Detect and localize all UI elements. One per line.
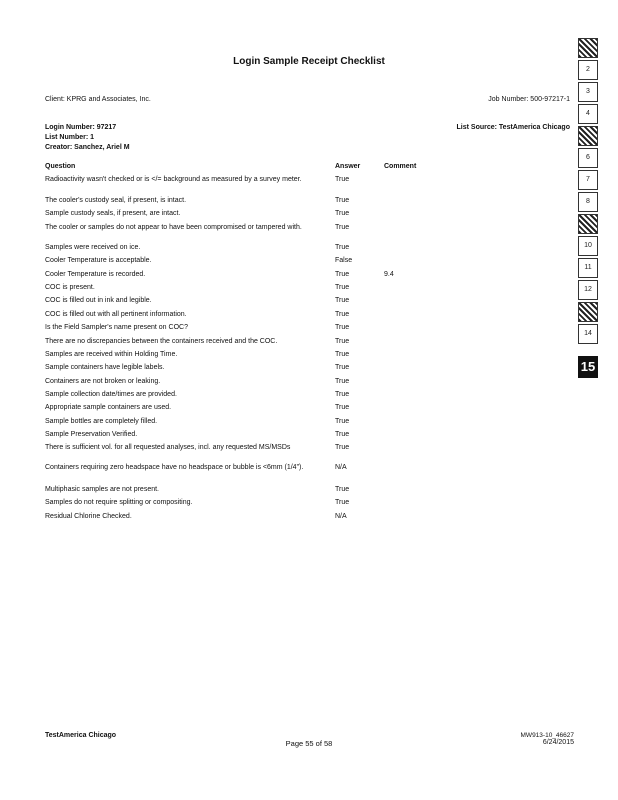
section-tab-5[interactable] [578,126,598,146]
section-tab-6[interactable] [578,148,598,168]
question-cell: Sample custody seals, if present, are intact. [45,210,181,217]
answer-cell: True [335,431,350,438]
section-tab-4[interactable] [578,104,598,124]
question-cell: COC is present. [45,284,95,291]
section-tab-10[interactable] [578,236,598,256]
section-tab-label: 10 [584,242,592,249]
answer-cell: True [335,271,350,278]
footer-company: TestAmerica Chicago [45,732,117,739]
comment-cell: 9.4 [384,271,394,278]
question-cell: Containers are not broken or leaking. [45,378,161,385]
section-tab-13[interactable] [578,302,598,322]
answer-cell: True [335,351,350,358]
section-tab-label: 12 [584,286,592,293]
section-tab-15[interactable] [578,356,598,378]
list-number: List Number: 1 [45,134,95,141]
creator: Creator: Sanchez, Ariel M [45,144,130,151]
section-tab-label: 7 [586,176,590,183]
question-cell: Containers requiring zero headspace have no headspace or bubble is <6mm (1/4"). [45,464,304,471]
answer-cell: True [335,486,350,493]
question-cell: Cooler Temperature is acceptable. [45,257,152,264]
client-name: Client: KPRG and Associates, Inc. [45,96,151,103]
question-cell: Sample bottles are completely filled. [45,418,158,425]
section-tab-1[interactable] [578,38,598,58]
question-cell: Is the Field Sampler's name present on COC? [45,324,188,331]
answer-cell: True [335,378,350,385]
answer-cell: True [335,499,350,506]
question-cell: Multiphasic samples are not present. [45,486,159,493]
answer-cell: True [335,338,350,345]
section-tab-label: 8 [586,198,590,205]
document-id: MW913-10_46627 [520,732,574,739]
section-tab-label: 4 [586,110,590,117]
section-tab-3[interactable] [578,82,598,102]
question-cell: Appropriate sample containers are used. [45,404,172,411]
answer-cell: True [335,364,350,371]
answer-cell: True [335,210,350,217]
question-cell: Sample containers have legible labels. [45,364,165,371]
section-tab-label: 3 [586,88,590,95]
section-tab-14[interactable] [578,324,598,344]
question-cell: The cooler or samples do not appear to have been compromised or tampered with. [45,224,302,231]
section-tab-label: 14 [584,330,592,337]
answer-cell: True [335,297,350,304]
answer-cell: True [335,176,350,183]
question-cell: Residual Chlorine Checked. [45,513,132,520]
page-title: Login Sample Receipt Checklist [233,56,385,67]
answer-cell: True [335,444,350,451]
job-number: Job Number: 500-97217-1 [488,96,570,103]
answer-cell: False [335,257,353,264]
answer-cell: True [335,197,350,204]
question-cell: Samples do not require splitting or compositing. [45,499,193,506]
answer-cell: True [335,284,350,291]
answer-cell: True [335,324,350,331]
document-date: 6/24/2015 [542,739,574,746]
section-tab-label: 2 [586,66,590,73]
question-cell: Cooler Temperature is recorded. [45,271,146,278]
section-tab-8[interactable] [578,192,598,212]
question-cell: There are no discrepancies between the containers received and the COC. [45,338,278,345]
question-cell: Samples were received on ice. [45,244,141,251]
question-cell: Radioactivity wasn't checked or is </= background as measured by a survey meter. [45,176,302,183]
question-cell: The cooler's custody seal, if present, is intact. [45,197,187,204]
answer-cell: True [335,391,350,398]
login-number: Login Number: 97217 [45,124,117,131]
answer-cell: True [335,404,350,411]
question-cell: Samples are received within Holding Time. [45,351,178,358]
question-cell: There is sufficient vol. for all requested analyses, incl. any requested MS/MSDs [45,444,291,451]
section-tab-label: 15 [580,359,596,374]
question-cell: Sample Preservation Verified. [45,431,138,438]
column-header-comment: Comment [384,163,417,170]
question-cell: Sample collection date/times are provided. [45,391,177,398]
section-tab-9[interactable] [578,214,598,234]
column-header-answer: Answer [335,163,361,170]
answer-cell: True [335,244,350,251]
question-cell: COC is filled out with all pertinent information. [45,311,187,318]
column-header-question: Question [45,163,76,170]
answer-cell: True [335,418,350,425]
answer-cell: N/A [335,464,347,471]
section-tab-label: 6 [586,154,590,161]
section-tab-2[interactable] [578,60,598,80]
answer-cell: True [335,311,350,318]
list-source: List Source: TestAmerica Chicago [456,124,570,131]
answer-cell: True [335,224,350,231]
answer-cell: N/A [335,513,347,520]
section-tab-label: 11 [584,264,592,271]
page-number: Page 55 of 58 [285,739,333,748]
section-tab-12[interactable] [578,280,598,300]
section-tab-7[interactable] [578,170,598,190]
section-tab-11[interactable] [578,258,598,278]
question-cell: COC is filled out in ink and legible. [45,297,152,304]
